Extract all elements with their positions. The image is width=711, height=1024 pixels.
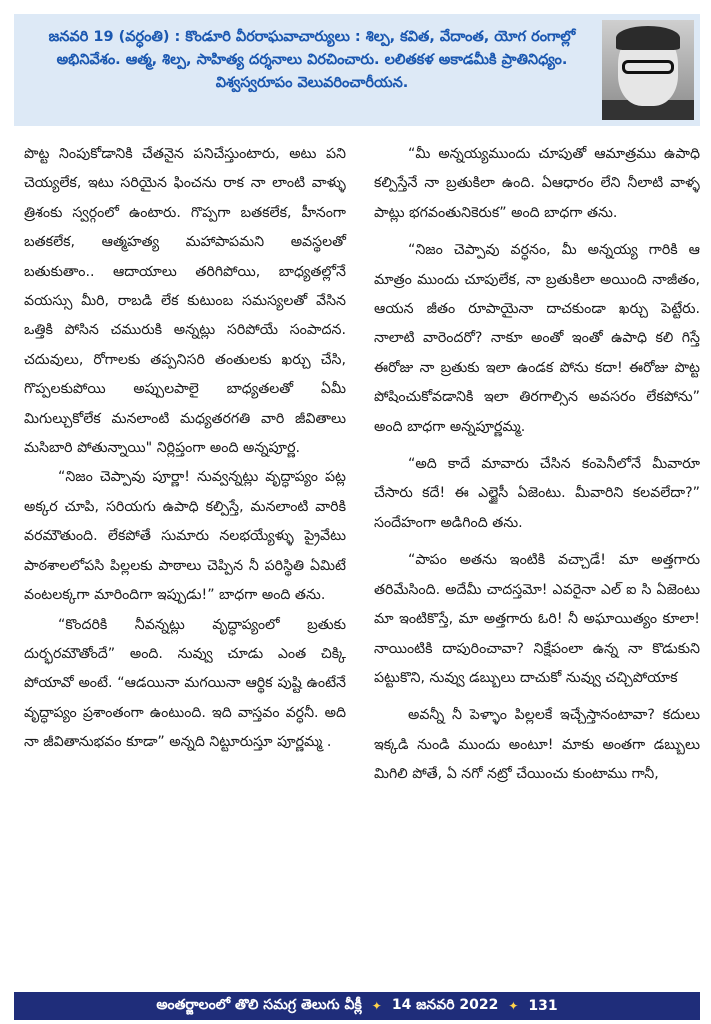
paragraph: అవన్నీ నీ పెళ్ళాం పిల్లలకే ఇచ్చేస్తానంటావా? కదులు ఇక్కడి నుండి ముందు అంటూ! మాకు అంతగా డబ్బులు మిగిలి పోతే, ఏ నగో నట్రో చేయించు కుంటాము గానీ, [374,707,700,783]
footer-tagline: అంతర్జాలంలో తొలి సమగ్ర తెలుగు వీక్లీ [156,996,362,1013]
paragraph: “నిజం చెప్పావు పూర్ణా! నువ్వన్నట్లు వృద్ధాప్యం పట్ల అక్కర చూపి, సరియగు ఉపాధి కల్పిస్తే, మనలాంటి వారికి వరమౌతుంది. లేకపోతే సుమారు నలభయ్యేళ్ళు ప్రైవేటు పాఠశాలలోపసి పిల్లలకు పాఠాలు చెప్పిన నీ పరిస్థితి ఏమిటే వంటలక్కగా మారిందిగా ఇప్పుడు!” బాధగా అంది తను. [24,469,346,604]
paragraph: “నిజం చెప్పావు వర్ధనం, మీ అన్నయ్య గారికి ఆ మాత్రం ముందు చూపులేక, నా బ్రతుకిలా అయింది నాజీతం, ఆయన జీతం రూపాయైనా దాచకుండా ఖర్చు పెట్టేరు. నాలాటి వారెందరో? నాకూ అంతో ఇంతో ఉపాధి కలి గిస్తే ఈరోజు నా బ్రతుకు ఇలా ఉండక పోను కదా! ఈరోజు పొట్ట పోషించుకోవడానికి ఇలా తిరగాల్సిన అవసరం లేకపోను” అంది బాధగా అన్నపూర్ణమ్మ. [374,242,700,435]
diamond-icon: ✦ [371,999,382,1013]
footer-bar [14,992,700,1020]
paragraph: “కొందరికి నీవన్నట్లు వృద్ధాప్యంలో బ్రతుకు దుర్భరమౌతోందే” అంది. నువ్వు చూడు ఎంత చిక్కి పోయావో అంటే. “ఆడయినా మగయినా ఆర్థిక పుష్టి ఉంటేనే వృద్ధాప్యం ప్రశాంతంగా ఉంటుంది. ఇది వాస్తవం వర్ధనీ. అది నా జీవితానుభవం కూడా” అన్నది నిట్టూరుస్తూ పూర్ణమ్మ . [24,616,346,751]
paragraph: పొట్ట నింపుకోడానికి చేతనైన పనిచేస్తుంటారు, అటు పని చెయ్యలేక, ఇటు సరియైన ఫించను రాక నా లాంటి వాళ్ళు త్రిశంకు స్వర్గంలో ఉంటారు. గొప్పగా బతకలేక, హీనంగా బతకలేక, ఆత్మహత్య మహాపాపమని అవస్థలతో బతుకుతాం.. ఆదాయాలు తరిగిపోయి, బాధ్యతల్లోనే వయస్సు మీరి, రాబడి లేక కుటుంబ సమస్యలతో వేసిన ఒత్తికి పోసిన చమురుకి అన్నట్లు సరిపోయే సంపాదన. చదువులు, రోగాలకు తప్పనిసరి తంతులకు ఖర్చు చేసి, గొప్పలకుపోయి అప్పులపాలై బాధ్యతలతో ఏమీ మిగుల్చుకోలేక మనలాంటి మధ్యతరగతి వారి జీవితాలు మసిబారి పోతున్నాయి" నిర్లిప్తంగా అంది అన్నపూర్ణ. [24,146,346,457]
right-column [374,140,700,790]
author-portrait [602,20,694,120]
portrait-glasses [622,60,674,74]
left-column [24,140,346,758]
page-number: 131 [528,998,558,1014]
diamond-icon: ✦ [508,999,519,1013]
header-banner [14,14,700,126]
paragraph: “అది కాదే మావారు చేసిన కంపెనీలోనే మీవారూ చేసారు కదే! ఈ ఎల్జైసీ ఏజెంటు. మీవారిని కలవలేదా?” సందేహంగా అడిగింది తను. [374,456,700,531]
paragraph: “పాపం అతను ఇంటికి వచ్చాడే! మా అత్తగారు తరిమేసింది. అదేమీ చాదస్తమో! ఎవరైనా ఎల్ ఐ సి ఏజెంటు మా ఇంటికొస్తే, మా అత్తగారు ఓరి! నీ అఘాయిత్యం కూలా! నాయింటికి దాపురించావా? నిక్షేపంలా ఉన్న నా కొడుకుని పట్టుకొని, నువ్వు డబ్బులు దాచుకో నువ్వు చచ్చిపోయాక [374,552,700,686]
paragraph: “మీ అన్నయ్యముందు చూపుతో ఆమాత్రము ఉపాధి కల్పిస్తేనే నా బ్రతుకిలా ఉంది. ఏఆధారం లేని నీలాటి వాళ్ళ పాట్లు భగవంతునికెరుక” అంది బాధగా తను. [374,146,700,221]
footer-date: 14 జనవరి 2022 [391,996,499,1013]
portrait-hair [616,26,680,50]
header-text: జనవరి 19 (వర్ధంతి) : కొండూరి వీరరాఘవాచార్యులు : శిల్ప, కవిత, వేదాంత, యోగ రంగాల్లో అభినివేశం. ఆత్మ, శిల్ప, సాహిత్య దర్శనాలు విరచించారు. లలితకళ అకాడమీకి ప్రాతినిధ్యం. విశ్వస్వరూపం వెలువరించారీయన. [48,29,576,91]
